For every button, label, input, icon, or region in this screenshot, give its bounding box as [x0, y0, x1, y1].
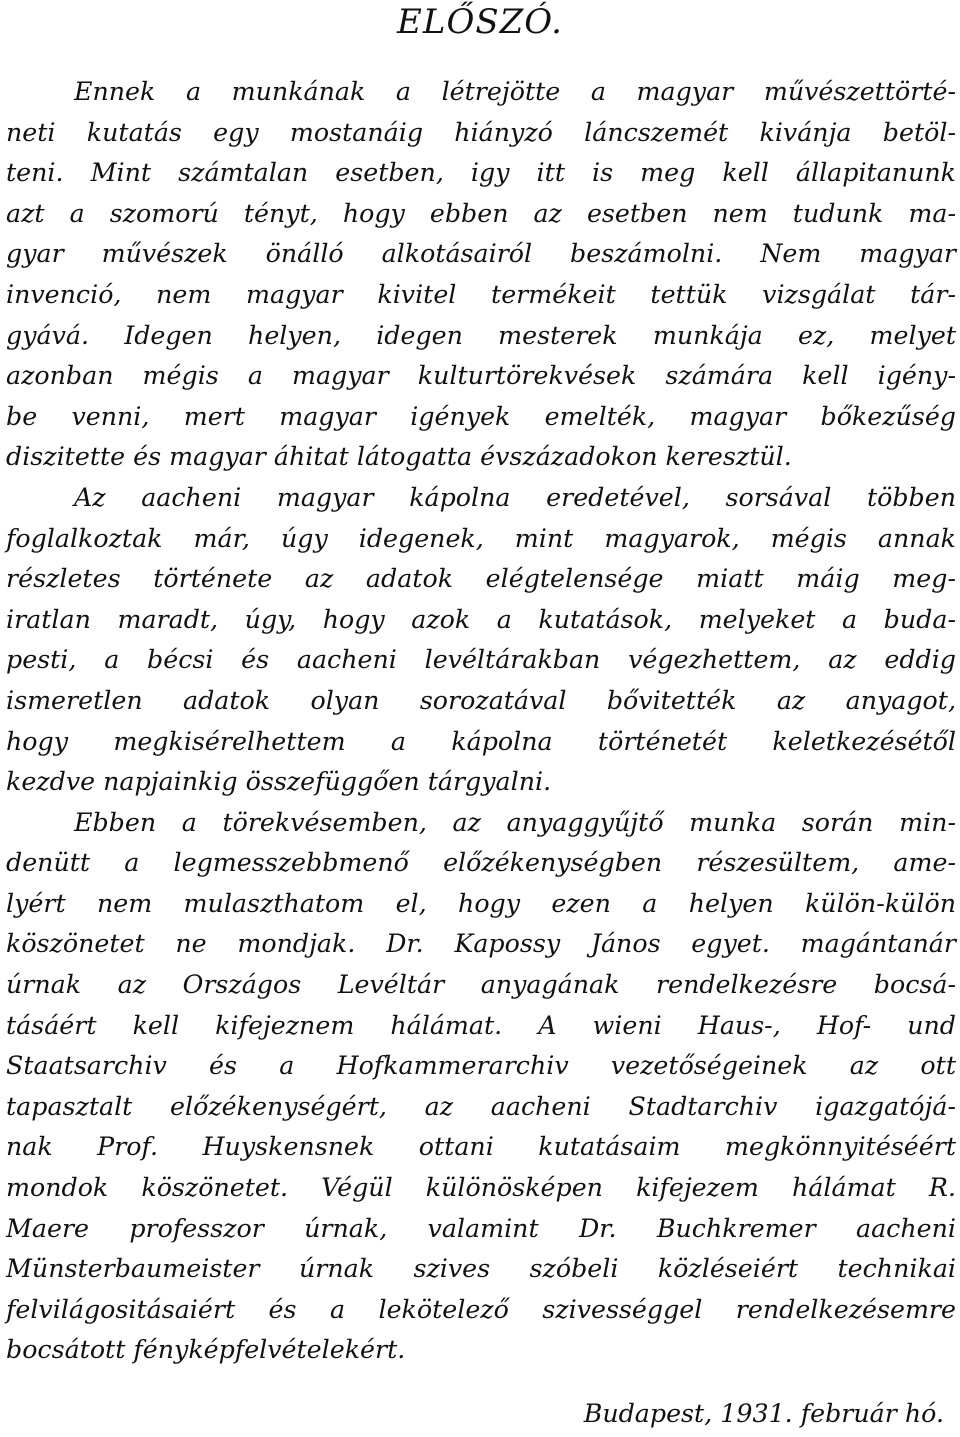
- text-line: iratlan maradt, úgy, hogy azok a kutatások, melyeket a buda-: [6, 604, 956, 634]
- paragraph-1: [6, 72, 956, 478]
- document-body: [6, 72, 956, 1371]
- text-line: Münsterbaumeister úrnak szives szóbeli közléseiért technikai: [6, 1254, 956, 1284]
- text-line: gyar művészek önálló alkotásairól beszámolni. Nem magyar: [6, 239, 956, 269]
- text-line: teni. Mint számtalan esetben, igy itt is meg kell állapitanunk: [6, 158, 956, 188]
- text-line: tapasztalt előzékenységért, az aacheni Stadtarchiv igazgatójá-: [6, 1091, 956, 1121]
- text-line: pesti, a bécsi és aacheni levéltárakban végezhettem, az eddig: [6, 645, 956, 675]
- paragraph-2: [6, 478, 956, 803]
- text-line: denütt a legmesszebbmenő előzékenységben részesültem, ame-: [6, 848, 956, 878]
- text-line: Az aacheni magyar kápolna eredetével, sorsával többen: [74, 482, 956, 512]
- text-line: lyért nem mulaszthatom el, hogy ezen a helyen külön-külön: [6, 888, 956, 918]
- text-line: azonban mégis a magyar kulturtörekvések számára kell igény-: [6, 361, 956, 391]
- text-line: invenció, nem magyar kivitel termékeit tettük vizsgálat tár-: [6, 279, 956, 309]
- text-line: részletes története az adatok elégtelensége miatt máig meg-: [6, 564, 956, 594]
- text-line: foglalkoztak már, úgy idegenek, mint magyarok, mégis annak: [6, 523, 956, 553]
- text-line: ismeretlen adatok olyan sorozatával bővitették az anyagot,: [6, 685, 956, 715]
- text-line: Maere professzor úrnak, valamint Dr. Buchkremer aacheni: [6, 1213, 956, 1243]
- text-line: azt a szomorú tényt, hogy ebben az esetben nem tudunk ma-: [6, 198, 956, 228]
- text-line: Ebben a törekvésemben, az anyaggyűjtő munka során min-: [74, 807, 956, 837]
- paragraph-3: [6, 803, 956, 1371]
- text-line: kezdve napjainkig összefüggően tárgyalni.: [6, 767, 552, 797]
- text-line: hogy megkisérelhettem a kápolna történetét keletkezésétől: [6, 726, 956, 756]
- text-line: Staatsarchiv és a Hofkammerarchiv vezetőségeinek az ott: [6, 1051, 956, 1081]
- text-line: bocsátott fényképfelvételekért.: [6, 1335, 406, 1365]
- text-line: gyává. Idegen helyen, idegen mesterek munkája ez, melyet: [6, 320, 956, 350]
- page-title: ELŐSZÓ.: [397, 2, 563, 42]
- text-line: neti kutatás egy mostanáig hiányzó láncszemét kivánja betöl-: [6, 117, 956, 147]
- text-line: Ennek a munkának a létrejötte a magyar művészettörté-: [74, 77, 956, 106]
- text-line: diszitette és magyar áhitat látogatta évszázadokon keresztül.: [6, 442, 792, 472]
- text-line: nak Prof. Huyskensnek ottani kutatásaim megkönnyitéséért: [6, 1132, 956, 1162]
- text-line: úrnak az Országos Levéltár anyagának rendelkezésre bocsá-: [6, 970, 956, 1000]
- text-line: be venni, mert magyar igények emelték, magyar bőkezűség: [6, 401, 956, 431]
- text-line: felvilágositásaiért és a lekötelező szivességgel rendelkezésemre: [6, 1294, 956, 1324]
- signoff-place-date: Budapest, 1931. február hó.: [583, 1399, 944, 1428]
- text-line: mondok köszönetet. Végül különösképen kifejezem hálámat R.: [6, 1173, 956, 1203]
- text-line: köszönetet ne mondjak. Dr. Kapossy János egyet. magántanár: [6, 929, 956, 959]
- text-line: tásáért kell kifejeznem hálámat. A wieni Haus-, Hof- und: [6, 1010, 956, 1040]
